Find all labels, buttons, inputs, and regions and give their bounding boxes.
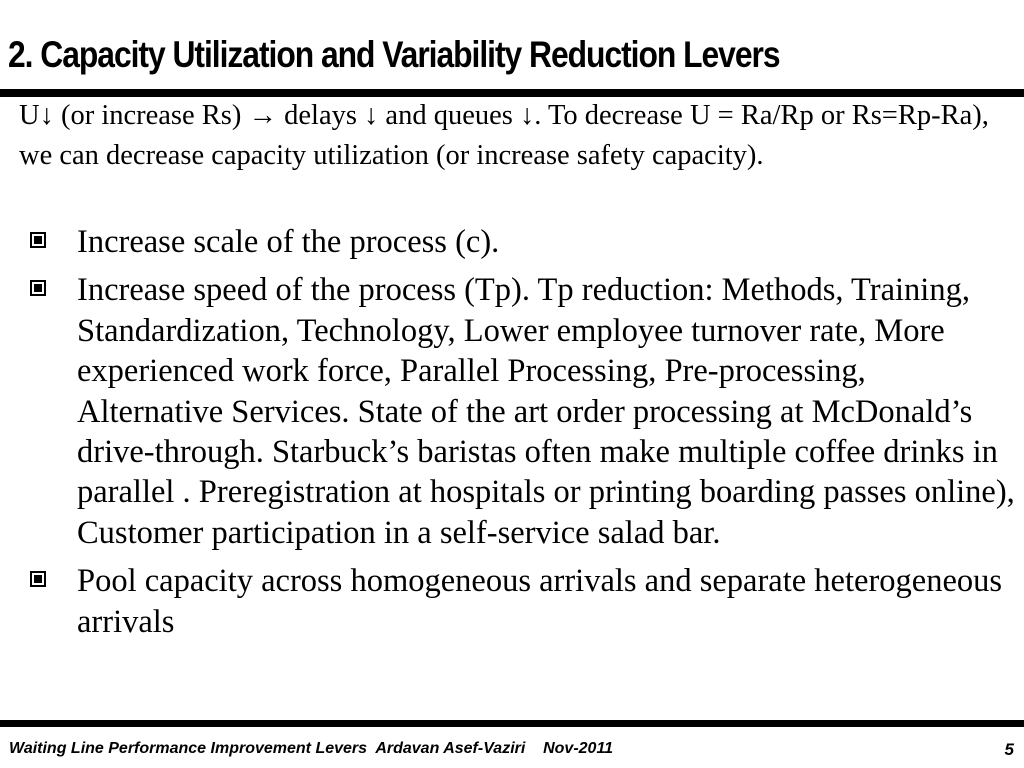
bullet-item-pool xyxy=(0,561,1024,642)
bullet-text: Increase scale of the process (c). xyxy=(77,224,500,260)
bullet-text: Increase speed of the process (Tp). Tp reduction: Methods, Training, Standardization, Technology, Lower employee turnover rate, More experienced work force, Parallel Processing, Pre-processing, Alternative Services. State of the art order processing at McDonald’s drive-through. Starbuck’s baristas often make multiple coffee drinks in parallel . Preregistration at hospitals or printing boarding passes online), Customer participation in a self-service salad bar. xyxy=(77,272,1015,551)
hollow-square-bullet-icon xyxy=(30,571,46,587)
footer-divider xyxy=(0,720,1024,727)
bullet-list xyxy=(0,222,1024,650)
hollow-square-bullet-icon xyxy=(30,280,46,296)
slide-title: 2. Capacity Utilization and Variability Reduction Levers xyxy=(8,34,780,75)
intro-paragraph: U↓ (or increase Rs) → delays ↓ and queues ↓. To decrease U = Ra/Rp or Rs=Rp-Ra), we can decrease capacity utilization (or increase safety capacity). xyxy=(19,100,989,171)
footer-caption: Waiting Line Performance Improvement Levers Ardavan Asef-Vaziri Nov-2011 xyxy=(9,740,614,757)
bullet-item-speed xyxy=(0,270,1024,553)
bullet-text: Pool capacity across homogeneous arrivals and separate heterogeneous arrivals xyxy=(77,563,1003,640)
bullet-item-scale xyxy=(0,222,1024,262)
page-number: 5 xyxy=(1004,740,1014,759)
hollow-square-bullet-icon xyxy=(30,232,46,248)
